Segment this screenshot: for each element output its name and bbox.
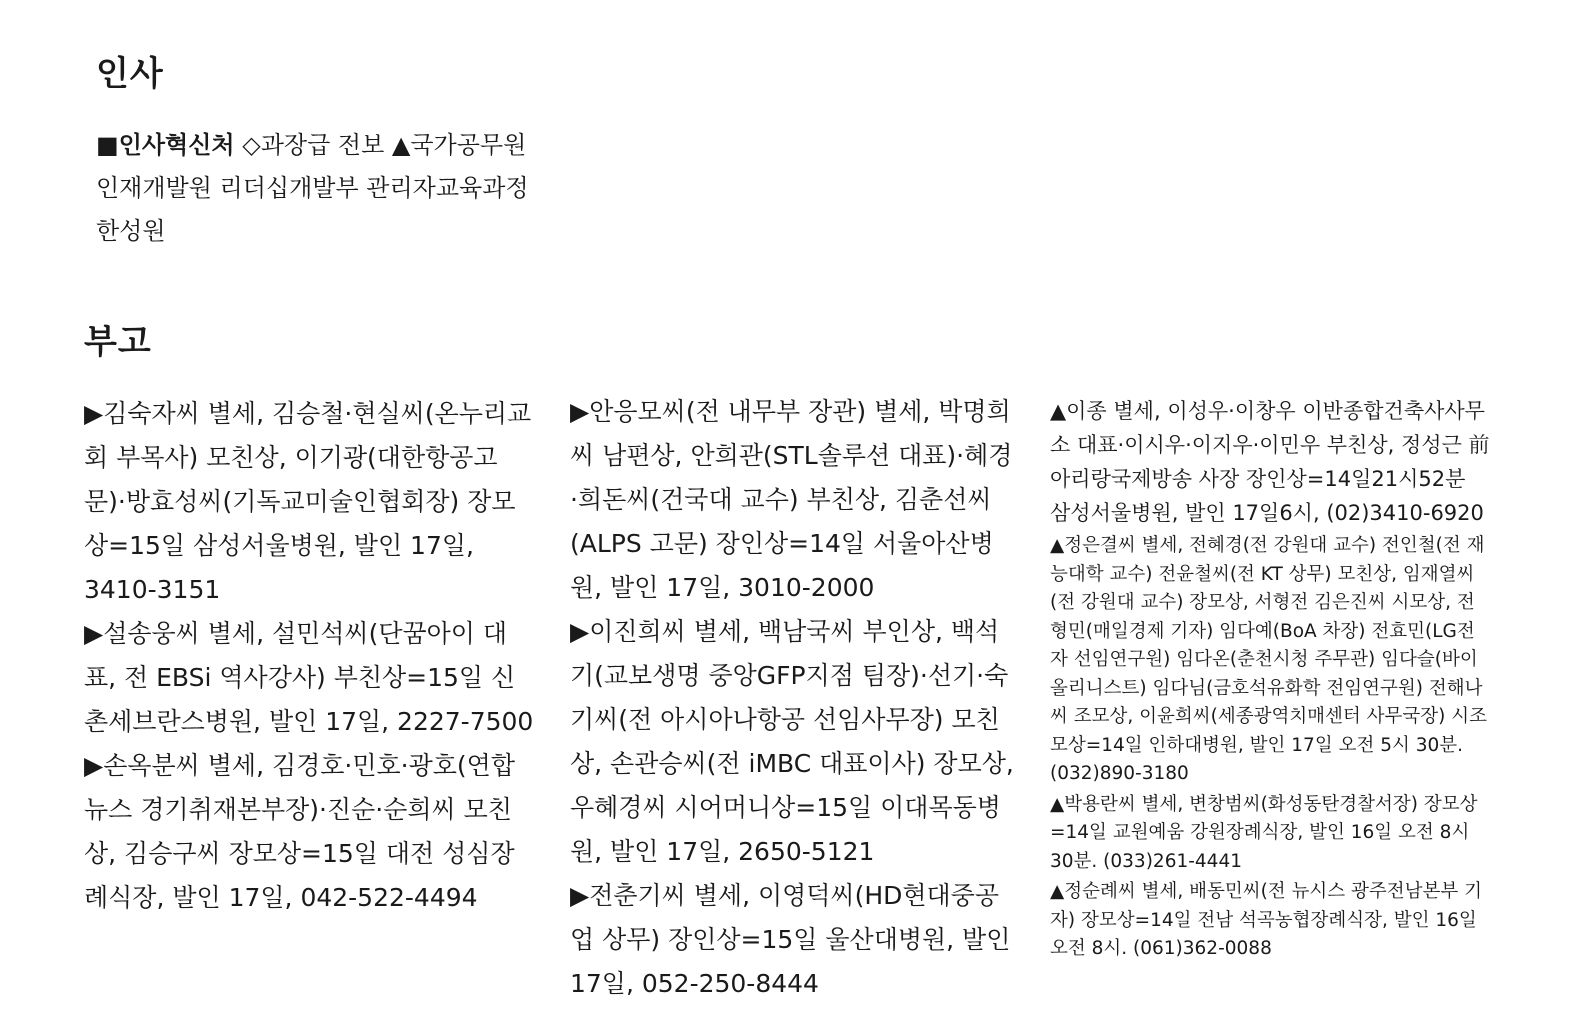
obituary-item: ▶이진희씨 별세, 백남국씨 부인상, 백석기(교보생명 중앙GFP지점 팀장)·선기·숙기씨(전 아시아나항공 선임사무장) 모친상, 손관승씨(전 iMBC 대표이사) 장모상, 우혜경씨 시어머니상=15일 이대목동병원, 발인 17일, 2650-5121 xyxy=(570,617,1014,866)
obituary-item: ▶김숙자씨 별세, 김승철·현실씨(온누리교회 부목사) 모친상, 이기광(대한항공고문)·방효성씨(기독교미술인협회장) 장모상=15일 삼성서울병원, 발인 17일, 3410-3151 xyxy=(84,399,532,604)
bullet-square-icon: ■ xyxy=(96,131,119,159)
obituary-column-3 xyxy=(1050,394,1490,964)
obituary-item: ▶안응모씨(전 내무부 장관) 별세, 박명희씨 남편상, 안희관(STL솔루션 대표)·혜경·희돈씨(건국대 교수) 부친상, 김춘선씨(ALPS 고문) 장인상=14일 서울아산병원, 발인 17일, 3010-2000 xyxy=(570,397,1013,602)
obituary-item: ▶설송웅씨 별세, 설민석씨(단꿈아이 대표, 전 EBSi 역사강사) 부친상=15일 신촌세브란스병원, 발인 17일, 2227-7500 xyxy=(84,619,534,736)
obituary-column-1 xyxy=(84,392,534,920)
personnel-heading: 인사 xyxy=(96,54,164,94)
obituary-item: ▲정순례씨 별세, 배동민씨(전 뉴시스 광주전남본부 기자) 장모상=14일 전남 석곡농협장례식장, 발인 16일 오전 8시. (061)362-0088 xyxy=(1050,881,1483,959)
obituary-column-2 xyxy=(570,390,1018,1006)
personnel-text: ◇과장급 전보 ▲국가공무원인재개발원 리더십개발부 관리자교육과정 한성원 xyxy=(96,131,529,245)
personnel-department: 인사혁신처 xyxy=(118,131,235,159)
obituary-item: ▲정은결씨 별세, 전혜경(전 강원대 교수) 전인철(전 재능대학 교수) 전윤철씨(전 KT 상무) 모친상, 임재열씨(전 강원대 교수) 장모상, 서형전 김은진씨 시모상, 전형민(매일경제 기자) 임다예(BoA 차장) 전효민(LG전자 선임연구원) 임다온(춘천시청 주무관) 임다슬(바이올리니스트) 임다님(금호석유화학 전임연구원) 전해나씨 조모상, 이윤희씨(세종광역치매센터 사무국장) 시조모상=14일 인하대병원, 발인 17일 오전 5시 30분. (032)890-3180 xyxy=(1050,535,1488,784)
obituary-item: ▶손옥분씨 별세, 김경호·민호·광호(연합뉴스 경기취재본부장)·진순·순희씨 모친상, 김승구씨 장모상=15일 대전 성심장례식장, 발인 17일, 042-522-4494 xyxy=(84,751,515,912)
obituary-heading: 부고 xyxy=(84,322,152,362)
obituary-item: ▲박용란씨 별세, 변창범씨(화성동탄경찰서장) 장모상=14일 교원예움 강원장례식장, 발인 16일 오전 8시 30분. (033)261-4441 xyxy=(1050,793,1478,872)
obituary-item: ▶전춘기씨 별세, 이영덕씨(HD현대중공업 상무) 장인상=15일 울산대병원, 발인 17일, 052-250-8444 xyxy=(570,881,1011,998)
personnel-notice xyxy=(96,124,536,253)
obituary-item: ▲이종 별세, 이성우·이창우 이반종합건축사사무소 대표·이시우·이지우·이민우 부친상, 정성근 前 아리랑국제방송 사장 장인상=14일21시52분 삼성서울병원, 발인 17일6시, (02)3410-6920 xyxy=(1050,399,1490,525)
